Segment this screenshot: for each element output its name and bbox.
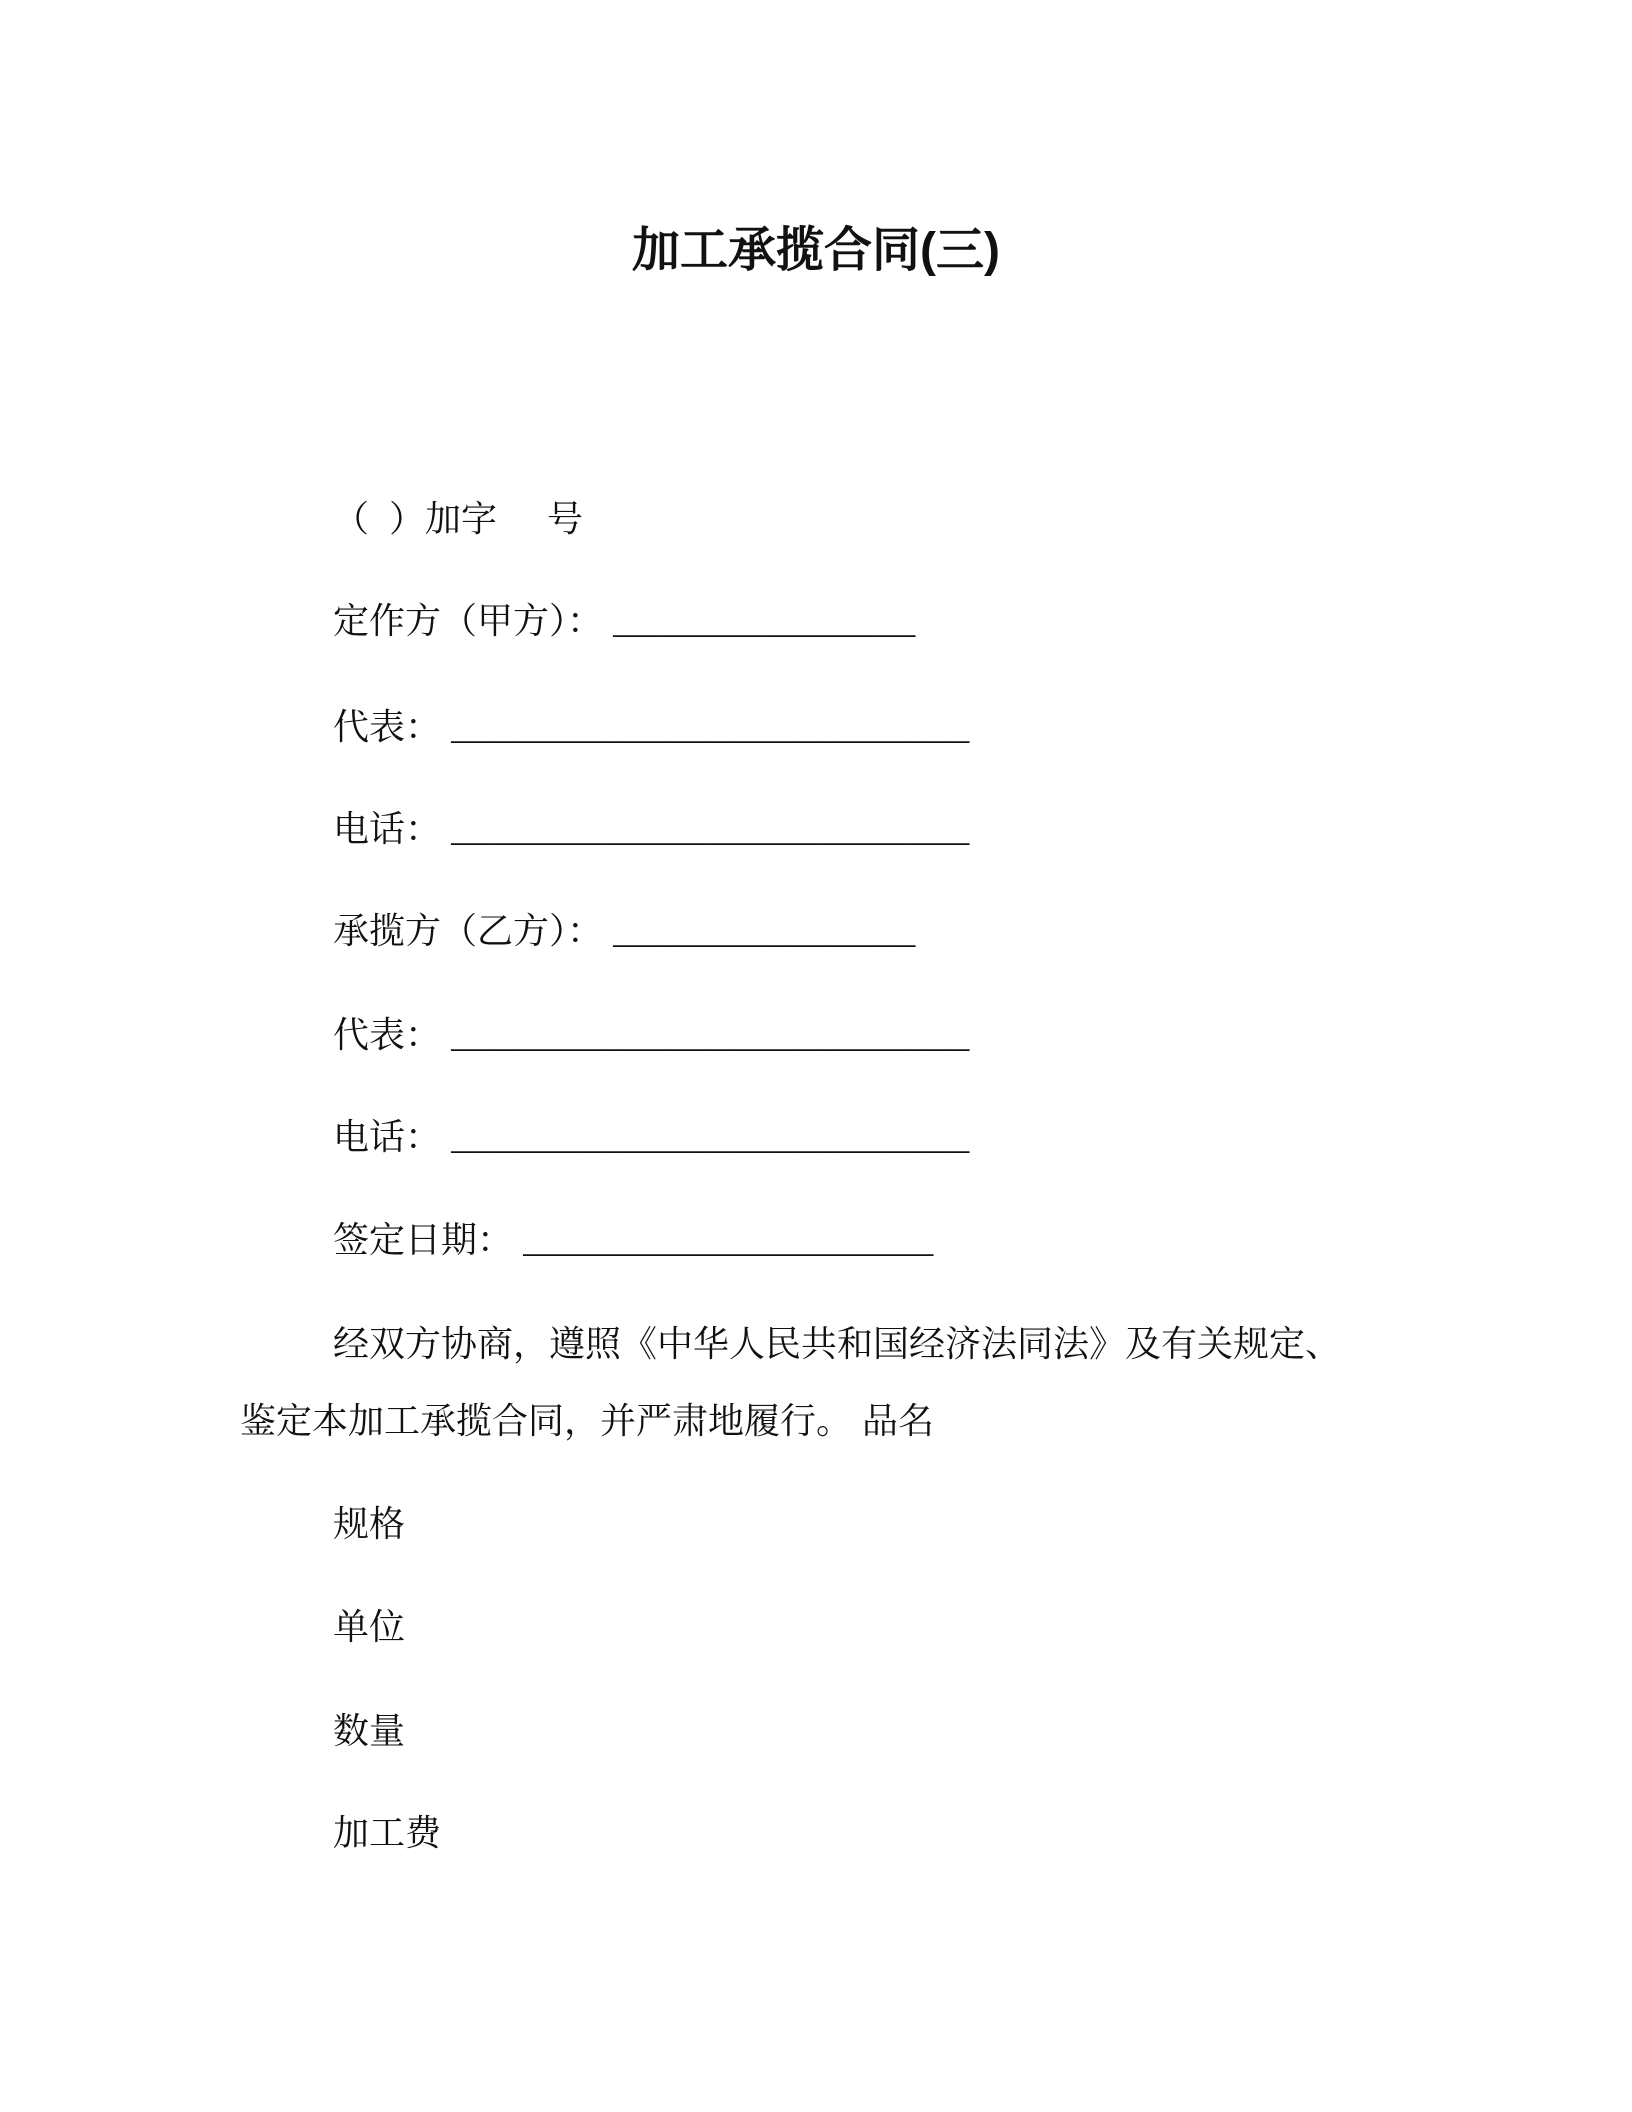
item-spec: 规格 [333,1503,406,1544]
fill-in-blank: ______________ [613,913,916,954]
field-label: 电话： [333,1116,442,1157]
field-label: 签定日期： [333,1219,514,1260]
item-processing-fee: 加工费 [333,1812,442,1853]
document-title: 加工承揽合同(三) [632,224,1000,277]
item-quantity: 数量 [333,1710,406,1751]
field-orderer-phone [333,805,970,856]
field-label: 定作方（甲方）： [333,600,604,641]
item-unit: 单位 [333,1606,406,1647]
fill-in-blank: ___________________ [523,1222,934,1263]
field-label: 代表： [333,706,442,747]
field-contractor [333,907,915,958]
field-contractor-phone [333,1113,970,1164]
field-label: 代表： [333,1014,442,1055]
field-label: 承揽方（乙方）： [333,910,604,951]
fill-in-blank: ______________ [613,603,916,644]
field-contractor-representative [333,1011,970,1062]
fill-in-blank: ________________________ [451,1119,970,1160]
paragraph-line-2: 鉴定本加工承揽合同，并严肃地履行。 品名 [240,1400,935,1441]
fill-in-blank: ________________________ [451,1017,970,1058]
field-orderer [333,597,915,648]
paragraph-line-1: 经双方协商，遵照《中华人民共和国经济法同法》及有关规定、 [333,1323,1342,1364]
field-label: 电话： [333,808,442,849]
field-orderer-representative [333,703,970,754]
field-sign-date [333,1216,933,1267]
fill-in-blank: ________________________ [451,709,970,750]
fill-in-blank: ________________________ [451,811,970,852]
contract-number-line: （ ）加字 号 [333,498,584,539]
